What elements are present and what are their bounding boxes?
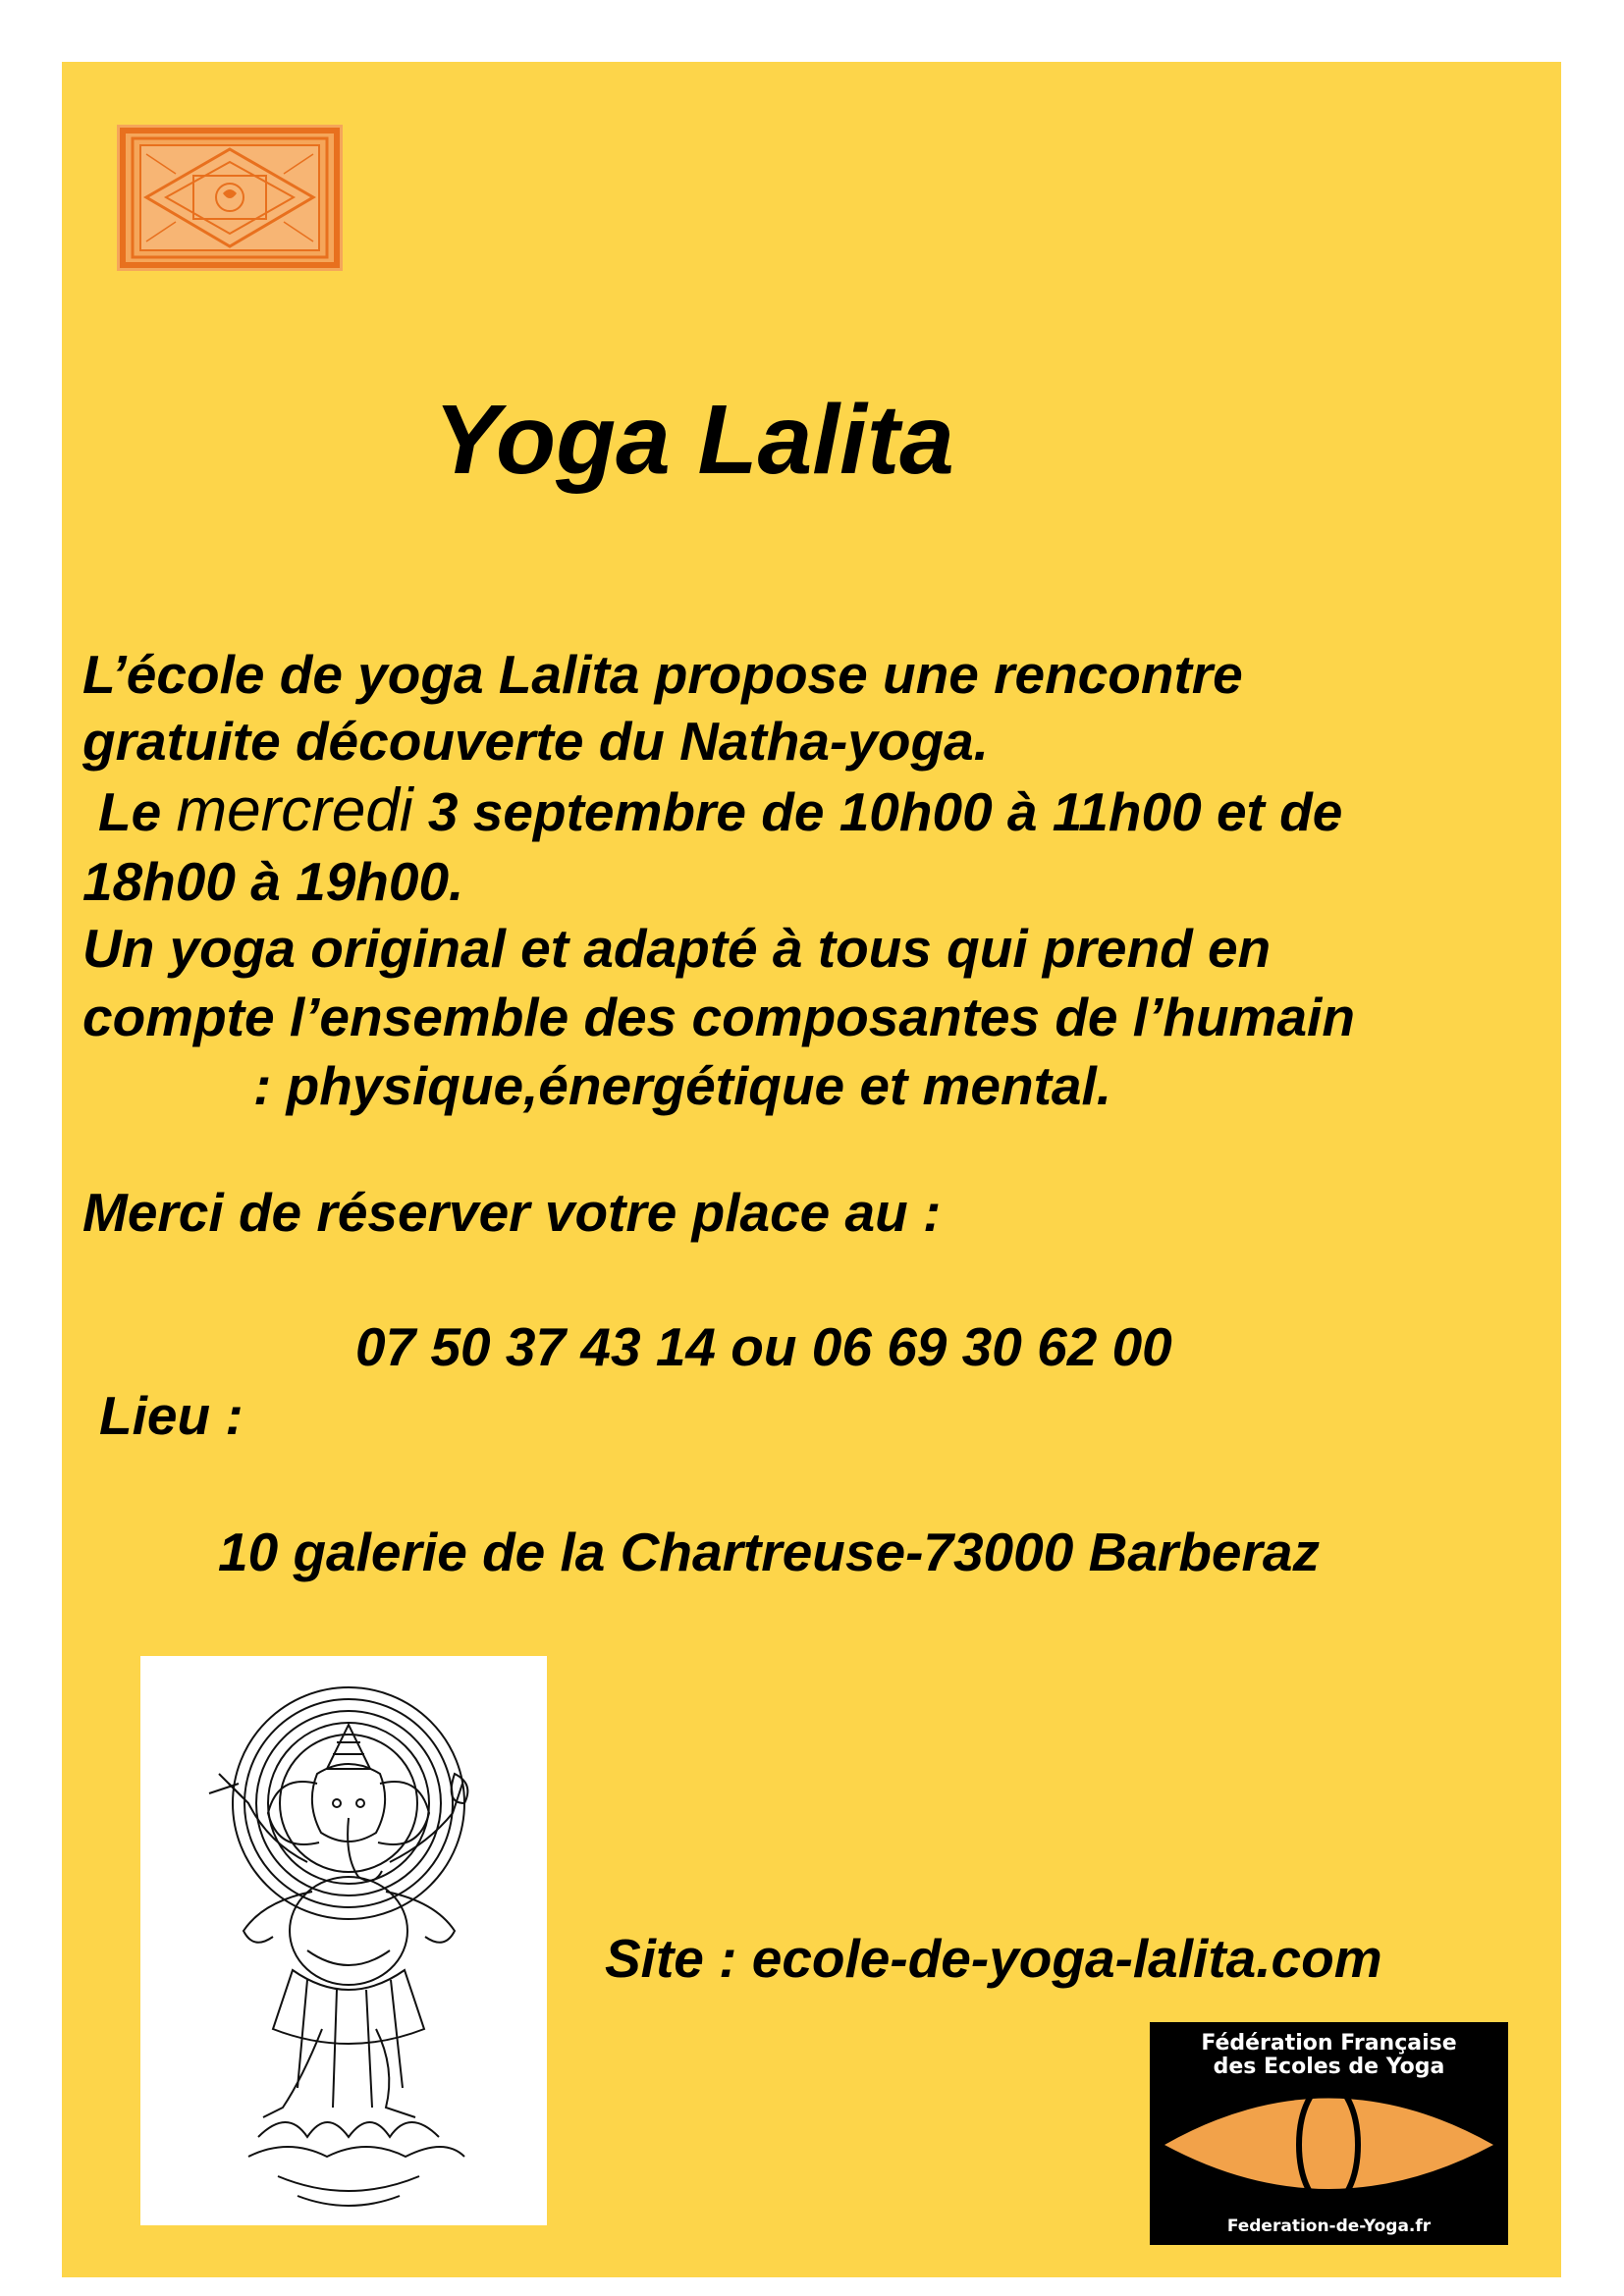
date-prefix: Le [98, 781, 162, 842]
address: 10 galerie de la Chartreuse-73000 Barberaz [218, 1522, 1320, 1582]
federation-url: Federation-de-Yoga.fr [1226, 2216, 1432, 2236]
intro-line-2: gratuite découverte du Natha-yoga. [82, 711, 989, 772]
intro-line-1: L’école de yoga Lalita propose une rencontre [82, 644, 1243, 705]
date-day: mercredi [176, 776, 413, 844]
phone-numbers: 07 50 37 43 14 ou 06 69 30 62 00 [355, 1316, 1172, 1377]
date-line-2: 18h00 à 19h00. [82, 851, 464, 912]
federation-name-line-1: Fédération Française [1201, 2031, 1457, 2056]
federation-logo [1150, 2022, 1508, 2245]
description-line-1: Un yoga original et adapté à tous qui prend en [82, 918, 1272, 979]
reservation-text: Merci de réserver votre place au : [82, 1182, 942, 1243]
federation-name-line-2: des Ecoles de Yoga [1213, 2055, 1445, 2079]
mandala-yantra-icon [117, 125, 343, 271]
poster-title: Yoga Lalita [434, 385, 954, 495]
date-rest: 3 septembre de 10h00 à 11h00 et de [412, 781, 1343, 842]
description-line-3: : physique,énergétique et mental. [253, 1055, 1112, 1116]
description-line-2: compte l’ensemble des composantes de l’humain [82, 987, 1355, 1047]
ganesha-drawing [140, 1656, 547, 2225]
place-label: Lieu : [99, 1385, 244, 1446]
date-line-1 [98, 776, 1343, 844]
website-text: Site : ecole-de-yoga-lalita.com [605, 1928, 1382, 1989]
